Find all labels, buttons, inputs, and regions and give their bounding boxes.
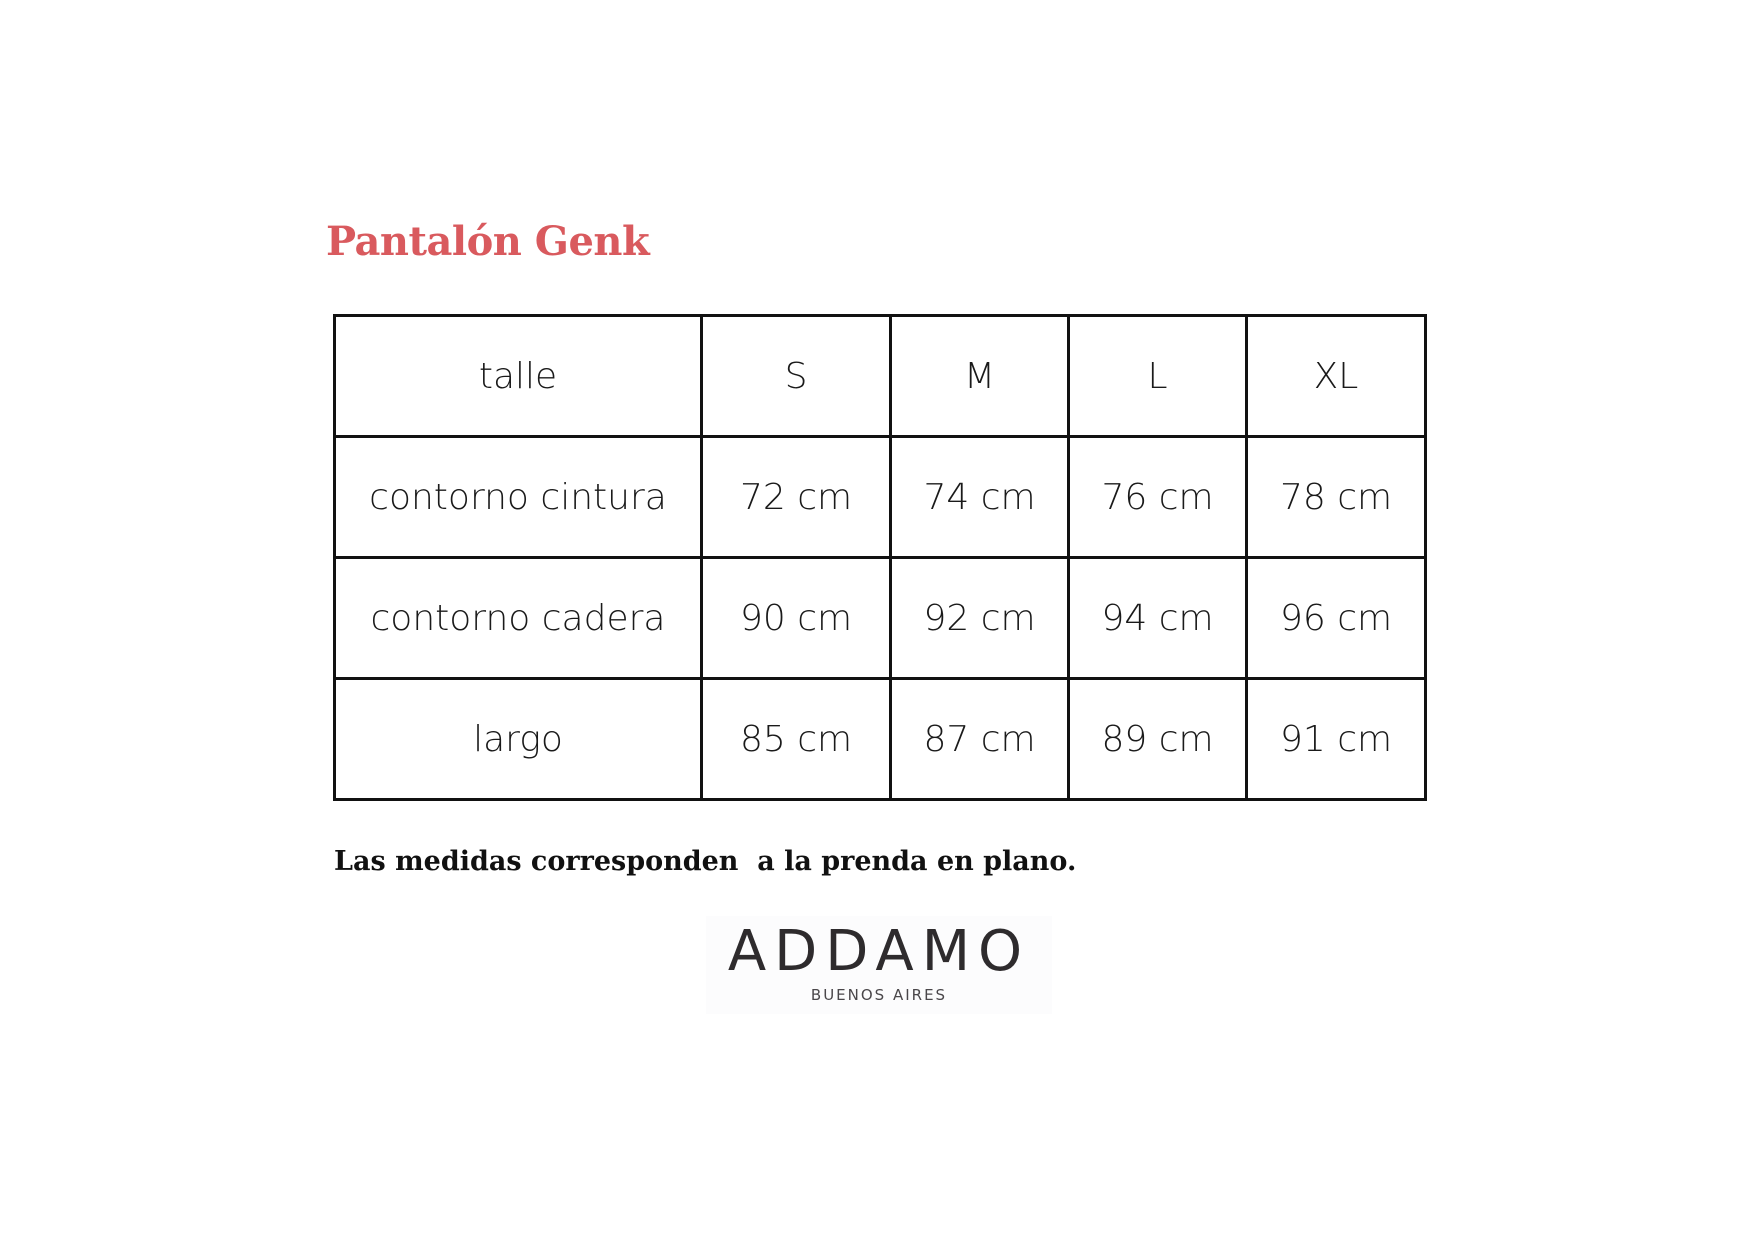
table-cell: 92 cm [891,558,1069,679]
table-cell: 76 cm [1069,437,1247,558]
table-cell: 74 cm [891,437,1069,558]
page-title: Pantalón Genk [326,218,650,265]
measurement-note: Las medidas corresponden a la prenda en plano. [334,846,1077,877]
table-cell: talle [335,316,702,437]
table-row [335,679,1426,800]
table-cell: 90 cm [702,558,891,679]
table-row [335,437,1426,558]
table-cell: 72 cm [702,437,891,558]
table-cell: 89 cm [1069,679,1247,800]
table-cell: contorno cintura [335,437,702,558]
table-cell: S [702,316,891,437]
table-cell: largo [335,679,702,800]
table-cell: 87 cm [891,679,1069,800]
logo-tagline: BUENOS AIRES [810,986,948,1004]
table-cell: 85 cm [702,679,891,800]
table-row-header [335,316,1426,437]
table-cell: XL [1247,316,1426,437]
table-cell: contorno cadera [335,558,702,679]
table-cell: 94 cm [1069,558,1247,679]
table-row [335,558,1426,679]
brand-logo [706,916,1052,1014]
table-cell: 78 cm [1247,437,1426,558]
table-cell: 91 cm [1247,679,1426,800]
table-cell: 96 cm [1247,558,1426,679]
size-table [333,314,1427,801]
table-cell: L [1069,316,1247,437]
logo-wordmark: ADDAMO [727,919,1031,984]
table-cell: M [891,316,1069,437]
